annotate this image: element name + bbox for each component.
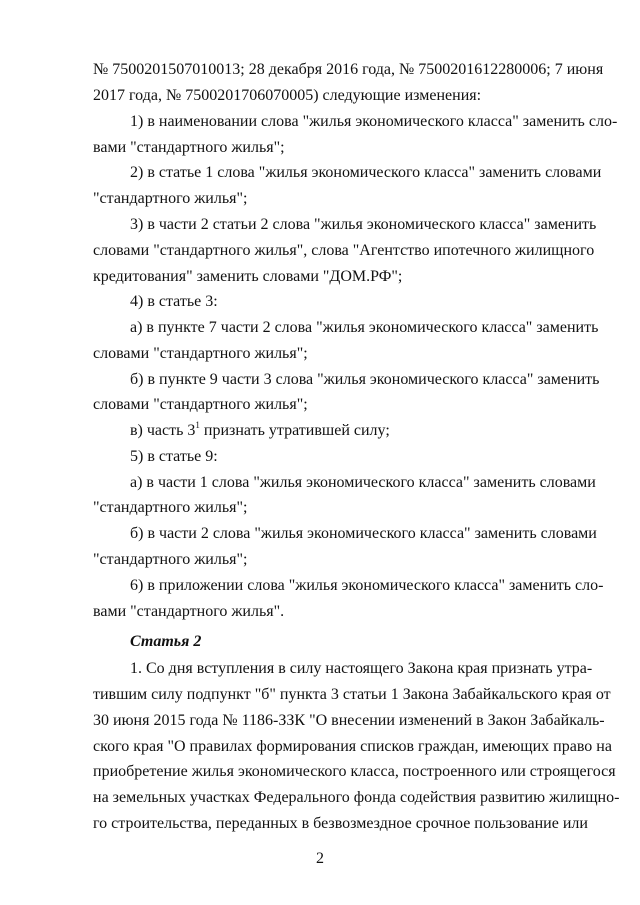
text-line: го строительства, переданных в безвозмездное срочное пользование или — [93, 815, 588, 832]
text-line: 1) в наименовании слова "жилья экономического класса" заменить сло- — [130, 113, 618, 130]
text-line: 2017 года, № 7500201706070005) следующие изменения: — [93, 87, 482, 104]
text-line: кредитования" заменить словами "ДОМ.РФ"; — [93, 268, 403, 285]
text-line: вами "стандартного жилья"; — [93, 139, 285, 156]
text-line: словами "стандартного жилья", слова "Агентство ипотечного жилищного — [93, 242, 595, 259]
text-line: б) в пункте 9 части 3 слова "жилья экономического класса" заменить — [130, 371, 600, 388]
text-line: "стандартного жилья"; — [93, 499, 248, 516]
text-line: приобретение жилья экономического класса, построенного или строящегося — [93, 763, 616, 780]
text-line: б) в части 2 слова "жилья экономического класса" заменить словами — [130, 525, 597, 542]
page-number: 2 — [316, 850, 324, 867]
text-line: 30 июня 2015 года № 1186-ЗЗК "О внесении изменений в Закон Забайкаль- — [93, 712, 605, 729]
text-line: "стандартного жилья"; — [93, 190, 248, 207]
vchast-suffix: признать утратившей силу; — [199, 422, 390, 439]
text-line: на земельных участках Федерального фонда содействия развитию жилищно- — [93, 789, 620, 806]
text-line: 6) в приложении слова "жилья экономического класса" заменить сло- — [130, 577, 604, 594]
text-line: словами "стандартного жилья"; — [93, 345, 308, 362]
text-line: 4) в статье 3: — [130, 293, 218, 310]
text-line-vchast — [130, 419, 583, 440]
text-line: ского края "О правилах формирования списков граждан, имеющих право на — [93, 738, 612, 755]
text-line: словами "стандартного жилья"; — [93, 396, 308, 413]
text-line: 2) в статье 1 слова "жилья экономического класса" заменить словами — [130, 164, 602, 181]
vchast-prefix: в) часть 3 — [130, 422, 196, 439]
text-line: а) в части 1 слова "жилья экономического класса" заменить словами — [130, 474, 596, 491]
superscript: 1 — [195, 419, 200, 430]
text-line: 1. Со дня вступления в силу настоящего Закона края признать утра- — [130, 660, 593, 677]
text-line: вами "стандартного жилья". — [93, 603, 285, 620]
article-heading: Статья 2 — [130, 633, 202, 650]
text-line: 5) в статье 9: — [130, 448, 218, 465]
text-line: № 7500201507010013; 28 декабря 2016 года, № 7500201612280006; 7 июня — [93, 61, 604, 78]
text-line: тившим силу подпункт "б" пункта 3 статьи 1 Закона Забайкальского края от — [93, 686, 611, 703]
text-line: а) в пункте 7 части 2 слова "жилья экономического класса" заменить — [130, 319, 599, 336]
text-line: "стандартного жилья"; — [93, 551, 248, 568]
text-line: 3) в части 2 статьи 2 слова "жилья экономического класса" заменить — [130, 216, 597, 233]
